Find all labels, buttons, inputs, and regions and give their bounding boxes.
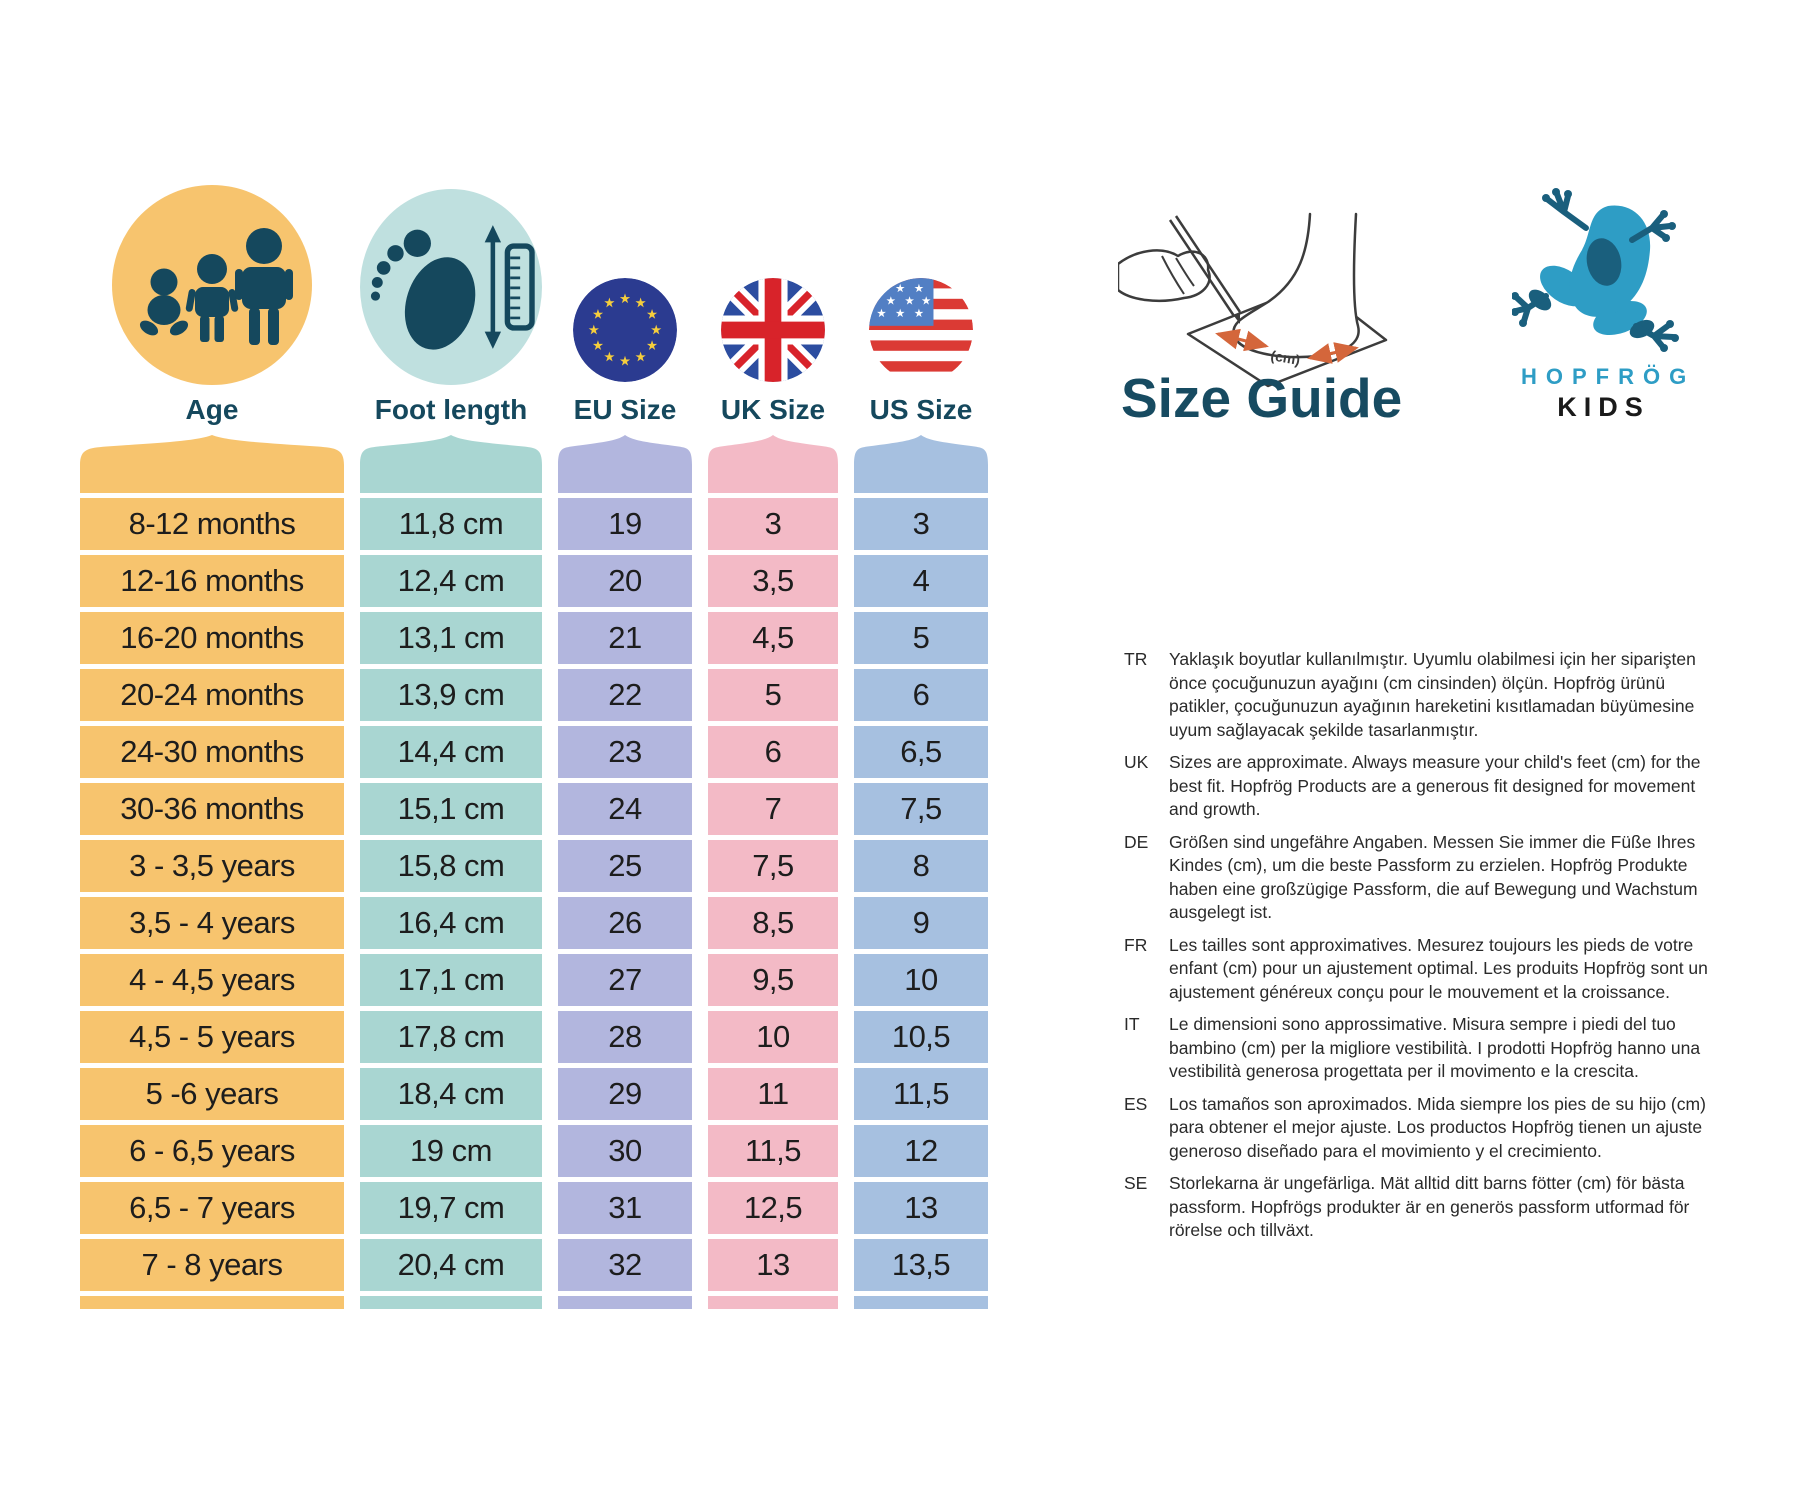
foot-measuring-illustration xyxy=(1118,212,1392,388)
table-cell: 26 xyxy=(558,897,692,949)
table-cell: 16-20 months xyxy=(80,612,344,664)
table-cell: 11,5 xyxy=(708,1125,838,1177)
table-cell: 9 xyxy=(854,897,988,949)
table-cell: 4 - 4,5 years xyxy=(80,954,344,1006)
age-cells xyxy=(80,498,344,1309)
table-cell: 3 - 3,5 years xyxy=(80,840,344,892)
note-row xyxy=(1124,934,1714,1005)
table-cell: 16,4 cm xyxy=(360,897,542,949)
table-cell: 13 xyxy=(708,1239,838,1291)
table-row-cutoff xyxy=(854,1296,988,1309)
table-cell: 11,5 xyxy=(854,1068,988,1120)
table-cell: 13,1 cm xyxy=(360,612,542,664)
table-cell: 10,5 xyxy=(854,1011,988,1063)
column-header-age: Age xyxy=(185,394,239,425)
column-age xyxy=(80,162,344,1309)
table-cell: 3 xyxy=(854,498,988,550)
language-code: SE xyxy=(1124,1173,1148,1193)
table-cell: 20 xyxy=(558,555,692,607)
brand-logo xyxy=(1512,188,1696,423)
table-cell: 12,4 cm xyxy=(360,555,542,607)
table-cell: 13 xyxy=(854,1182,988,1234)
table-cell: 9,5 xyxy=(708,954,838,1006)
table-row-cutoff xyxy=(708,1296,838,1309)
table-cell: 20,4 cm xyxy=(360,1239,542,1291)
table-cell: 23 xyxy=(558,726,692,778)
table-cell: 18,4 cm xyxy=(360,1068,542,1120)
table-cell: 27 xyxy=(558,954,692,1006)
column-header-foot-length: Foot length xyxy=(374,394,528,425)
eu-size-cells xyxy=(558,498,692,1309)
table-cell: 5 xyxy=(708,669,838,721)
note-text: Sizes are approximate. Always measure your child's feet (cm) for the best fit. Hopfrög Products are a generous fit designed for movement and growth. xyxy=(1169,752,1701,819)
table-cell: 6 xyxy=(854,669,988,721)
table-cell: 10 xyxy=(854,954,988,1006)
table-cell: 4,5 xyxy=(708,612,838,664)
note-text: Le dimensioni sono approssimative. Misura sempre i piedi del tuo bambino (cm) per la migliore vestibilità. I prodotti Hopfrög hanno una vestibilità generosa progettata per il movimento e la crescita. xyxy=(1169,1014,1701,1081)
size-table xyxy=(80,162,988,1309)
column-cap xyxy=(854,435,988,493)
column-cap xyxy=(558,435,692,493)
table-cell: 3 xyxy=(708,498,838,550)
table-cell: 25 xyxy=(558,840,692,892)
language-code: DE xyxy=(1124,831,1149,852)
table-cell: 15,8 cm xyxy=(360,840,542,892)
table-cell: 12-16 months xyxy=(80,555,344,607)
table-cell: 4,5 - 5 years xyxy=(80,1011,344,1063)
table-cell: 5 xyxy=(854,612,988,664)
column-header-uk-size: UK Size xyxy=(720,394,826,425)
us-flag-icon xyxy=(869,278,973,382)
table-row-cutoff xyxy=(80,1296,344,1309)
note-row xyxy=(1124,831,1714,925)
table-row-cutoff xyxy=(558,1296,692,1309)
table-cell: 6,5 xyxy=(854,726,988,778)
page-title: Size Guide xyxy=(1121,367,1403,429)
table-row-cutoff xyxy=(360,1296,542,1309)
table-cell: 12 xyxy=(854,1125,988,1177)
language-code: IT xyxy=(1124,1014,1140,1034)
table-cell: 20-24 months xyxy=(80,669,344,721)
foot-icon-area xyxy=(360,162,542,385)
note-row xyxy=(1124,1013,1714,1084)
table-cell: 8 xyxy=(854,840,988,892)
table-cell: 10 xyxy=(708,1011,838,1063)
language-code: TR xyxy=(1124,649,1148,669)
brand-sub: KIDS xyxy=(1557,392,1650,422)
table-cell: 11,8 cm xyxy=(360,498,542,550)
table-cell: 12,5 xyxy=(708,1182,838,1234)
column-us-size xyxy=(854,162,988,1309)
table-cell: 21 xyxy=(558,612,692,664)
column-eu-size xyxy=(558,162,692,1309)
table-cell: 7,5 xyxy=(854,783,988,835)
age-icon-area xyxy=(80,162,344,385)
column-cap xyxy=(708,435,838,493)
eu-flag-icon xyxy=(573,278,677,382)
language-code: ES xyxy=(1124,1093,1148,1114)
column-header-us-size: US Size xyxy=(869,394,973,425)
table-cell: 19 xyxy=(558,498,692,550)
brand-name: HOPFRÖG xyxy=(1521,364,1696,389)
table-cell: 15,1 cm xyxy=(360,783,542,835)
note-row xyxy=(1124,1093,1714,1164)
table-cell: 17,1 cm xyxy=(360,954,542,1006)
table-cell: 8,5 xyxy=(708,897,838,949)
table-cell: 7 xyxy=(708,783,838,835)
column-uk-size xyxy=(708,162,838,1309)
us-size-cells xyxy=(854,498,988,1309)
column-cap xyxy=(80,435,344,493)
table-cell: 14,4 cm xyxy=(360,726,542,778)
us-icon-area xyxy=(854,162,988,385)
table-cell: 7,5 xyxy=(708,840,838,892)
table-cell: 22 xyxy=(558,669,692,721)
note-text: Les tailles sont approximatives. Mesurez toujours les pieds de votre enfant (cm) pour un ajustement optimal. Les produits Hopfrög sont un ajustement généreux conçu pour le mouvement et la croissance. xyxy=(1169,934,1708,1002)
note-row xyxy=(1124,1172,1714,1243)
table-cell: 17,8 cm xyxy=(360,1011,542,1063)
table-cell: 5 -6 years xyxy=(80,1068,344,1120)
table-cell: 6 xyxy=(708,726,838,778)
note-text: Yaklaşık boyutlar kullanılmıştır. Uyumlu olabilmesi için her siparişten önce çocuğunuzun ayağını (cm cinsinden) ölçün. Hopfrög ürünü patikler, çocuğunuzun ayağının hareketini kısıtlamadan büyümesine uyum sağlayacak şekilde tasarlanmıştır. xyxy=(1169,649,1696,740)
table-cell: 6 - 6,5 years xyxy=(80,1125,344,1177)
table-cell: 32 xyxy=(558,1239,692,1291)
language-notes xyxy=(1124,648,1714,1243)
eu-icon-area xyxy=(558,162,692,385)
note-text: Größen sind ungefähre Angaben. Messen Sie immer die Füße Ihres Kindes (cm), um die beste Passform zu erzielen. Hopfrög Produkte haben eine großzügige Passform, die auf Bewegung und Wachstum ausgelegt ist. xyxy=(1169,831,1698,922)
uk-flag-icon xyxy=(721,278,825,382)
note-row xyxy=(1124,648,1714,742)
note-row xyxy=(1124,751,1714,822)
table-cell: 6,5 - 7 years xyxy=(80,1182,344,1234)
column-foot-length xyxy=(360,162,542,1309)
uk-size-cells xyxy=(708,498,838,1309)
table-cell: 8-12 months xyxy=(80,498,344,550)
table-cell: 3,5 xyxy=(708,555,838,607)
column-header-eu-size: EU Size xyxy=(573,394,677,425)
table-cell: 28 xyxy=(558,1011,692,1063)
note-text: Storlekarna är ungefärliga. Mät alltid ditt barns fötter (cm) för bästa passform. Hopfrögs produkter är en generös passform utformad för rörelse och tillväxt. xyxy=(1169,1173,1690,1240)
table-cell: 11 xyxy=(708,1068,838,1120)
table-cell: 29 xyxy=(558,1068,692,1120)
table-cell: 13,5 xyxy=(854,1239,988,1291)
table-cell: 19 cm xyxy=(360,1125,542,1177)
note-text: Los tamaños son aproximados. Mida siempre los pies de su hijo (cm) para obtener el mejor ajuste. Los productos Hopfrög tienen un ajuste generoso diseñado para el movimiento y el crecimiento. xyxy=(1169,1093,1706,1161)
frog-icon xyxy=(1512,188,1688,358)
table-cell: 30 xyxy=(558,1125,692,1177)
language-code: FR xyxy=(1124,934,1148,955)
age-icon xyxy=(112,185,312,385)
table-cell: 30-36 months xyxy=(80,783,344,835)
table-cell: 7 - 8 years xyxy=(80,1239,344,1291)
column-cap xyxy=(360,435,542,493)
foot-length-icon xyxy=(360,189,542,385)
foot-length-cells xyxy=(360,498,542,1309)
table-cell: 13,9 cm xyxy=(360,669,542,721)
table-cell: 4 xyxy=(854,555,988,607)
table-cell: 3,5 - 4 years xyxy=(80,897,344,949)
table-cell: 31 xyxy=(558,1182,692,1234)
table-cell: 24-30 months xyxy=(80,726,344,778)
uk-icon-area xyxy=(708,162,838,385)
language-code: UK xyxy=(1124,752,1149,772)
cm-label: (cm) xyxy=(1269,347,1302,369)
table-cell: 24 xyxy=(558,783,692,835)
table-cell: 19,7 cm xyxy=(360,1182,542,1234)
